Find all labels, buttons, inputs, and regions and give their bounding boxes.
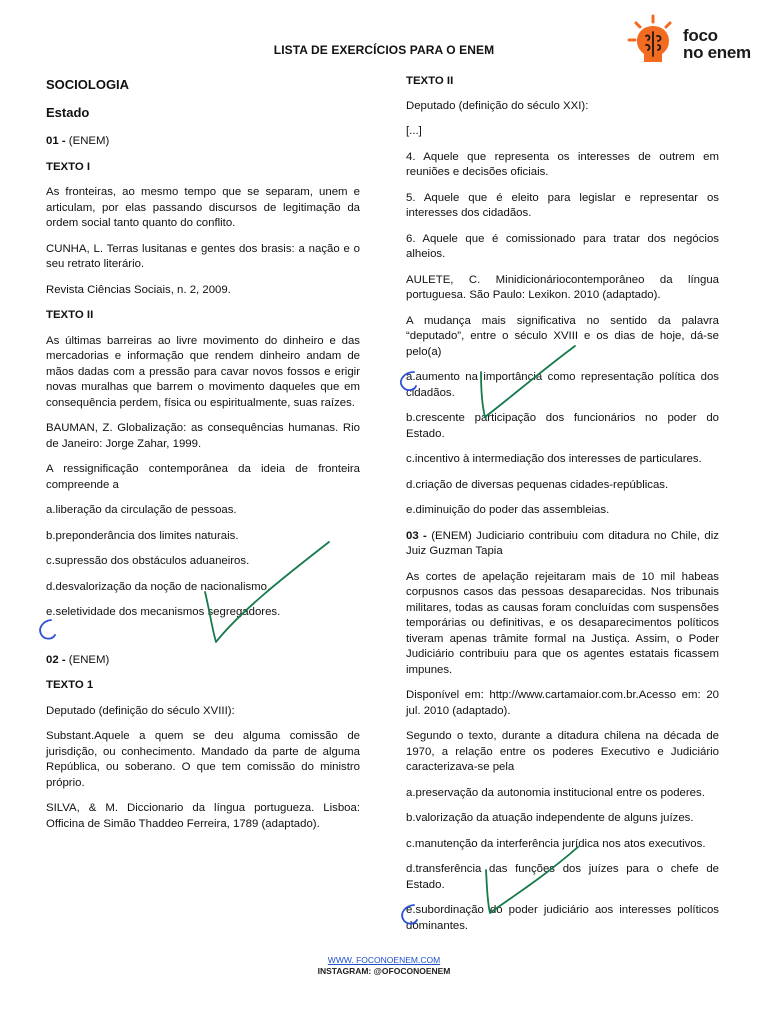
option-b: b.preponderância dos limites naturais. [46,529,239,542]
question-stem: A mudança mais significativa no sentido da palavra “deputado”, entre o século XVIII e os dias de hoje, dá-se pelo(a) [406,314,719,358]
reference: SILVA, & M. Diccionario da língua portugueza. Lisboa: Officina de Simão Thaddeo Ferreira, 1789 (adaptado). [46,802,360,830]
definition-text: Substant.Aquele a quem se deu alguma comissão de jurisdição, ou conhecimento. Mandado da parte de alguma República, ou soberano. O que tem comissão do ministro próprio. [46,730,360,789]
option-c: c.incentivo à intermediação dos interesses de particulares. [406,453,702,465]
reference: Disponível em: http://www.cartamaior.com.br.Acesso em: 20 jul. 2010 (adaptado). [406,689,719,717]
option-a: a.liberação da circulação de pessoas. [46,504,237,516]
question-intro: (ENEM) Judiciario contribuiu com ditadura no Chile, diz Juiz Guzman Tapia [406,529,719,557]
option-a: a.preservação da autonomia institucional entre os poderes. [406,786,705,799]
texto-paragraph: As fronteiras, ao mesmo tempo que se separam, unem e articulam, por elas passando discursos de legitimação da ordem social tanto quanto do conflito. [46,186,360,229]
option-b: b.crescente participação dos funcionários no poder do Estado. [406,412,719,440]
brain-logo-icon [626,14,686,70]
reference: Revista Ciências Sociais, n. 2, 2009. [46,283,231,296]
definition-item: 4. Aquele que representa os interesses de outrem em reuniões e decisões oficiais. [406,150,719,178]
ellipsis: [...] [406,125,422,137]
document-title: LISTA DE EXERCÍCIOS PARA O ENEM [273,43,495,57]
definition-item: 6. Aquele que é comissionado para tratar dos negócios alheios. [406,232,719,260]
texto-label: TEXTO II [406,75,454,87]
option-d: d.criação de diversas pequenas cidades-repúblicas. [406,478,669,491]
reference: AULETE, C. Minidicionáriocontemporâneo da língua portuguesa. São Paulo: Lexikon. 2010 (adaptado). [406,273,719,301]
topic-heading: Estado [46,104,90,120]
question-number: 01 - [46,135,66,147]
definition-title: Deputado (definição do século XVIII): [46,704,235,717]
question-01-header [46,134,360,150]
question-number: 02 - [46,653,66,666]
option-c: c.manutenção da interferência jurídica nos atos executivos. [406,837,706,850]
option-b: b.valorização da atuação independente de alguns juízes. [406,812,694,824]
texto-paragraph: As cortes de apelação rejeitaram mais de 10 mil habeas corpusnos casos das pessoas desaparecidas. Nos tribunais militares, todas as causas foram concluídas com suspensões temporárias ou definitivas, e os desaparecimentos políticos tiveram apenas trâmite formal na Justiça. Assim, o Poder Judiciário contribuiu para que os agentes estatais ficassem impunes. [406,570,719,676]
definition-item: 5. Aquele que é eleito para legislar e representar os interesses dos cidadãos. [406,191,719,219]
question-02-header [46,653,360,669]
definition-title: Deputado (definição do século XXI): [406,99,589,112]
question-source: (ENEM) [65,135,110,147]
logo-text-line1: foco [683,26,718,45]
texto-label: TEXTO II [46,309,94,321]
texto-paragraph: As últimas barreiras ao livre movimento do dinheiro e das mercadorias e informação que rendem dinheiro andam de mãos dadas com a pressão para cavar novos fossos e erigir novas muralhas que barrem o movimento daqueles que em consequência perdem, física ou espiritualmente, suas raízes. [46,334,360,409]
option-c: c.supressão dos obstáculos aduaneiros. [46,555,250,567]
left-column [46,74,360,842]
option-d: d.desvalorização da noção de nacionalismo. [46,580,271,593]
right-column [406,74,719,944]
option-e: e.subordinação do poder judiciário aos interesses políticos dominantes. [406,904,719,932]
question-number: 03 - [406,529,427,542]
logo [626,14,762,70]
question-stem: Segundo o texto, durante a ditadura chilena na década de 1970, a relação entre os poderes Executivo e Judiciário caracterizava-se pela [406,730,719,773]
footer-website-link[interactable]: WWW. FOCONOENEM.COM [327,955,441,965]
question-03-header [406,529,719,560]
reference: BAUMAN, Z. Globalização: as consequências humanas. Rio de Janeiro: Jorge Zahar, 1999. [46,422,360,450]
logo-text-line2: no enem [683,43,751,62]
option-d: d.transferência das funções dos juízes para o chefe de Estado. [406,863,719,891]
texto-label: TEXTO I [46,160,91,173]
footer-instagram: INSTAGRAM: @OFOCONOENEM [317,966,451,976]
subject-heading: SOCIOLOGIA [46,77,130,92]
option-e: e.seletividade dos mecanismos segregadores. [46,606,281,618]
option-a: a.aumento na importância como representação política dos cidadãos. [406,371,719,399]
option-e: e.diminuição do poder das assembleias. [406,504,610,516]
question-stem: A ressignificação contemporânea da ideia de fronteira compreende a [46,463,360,491]
question-source: (ENEM) [65,653,110,666]
reference: CUNHA, L. Terras lusitanas e gentes dos brasis: a nação e o seu retrato literário. [46,242,360,270]
texto-label: TEXTO 1 [46,679,94,691]
